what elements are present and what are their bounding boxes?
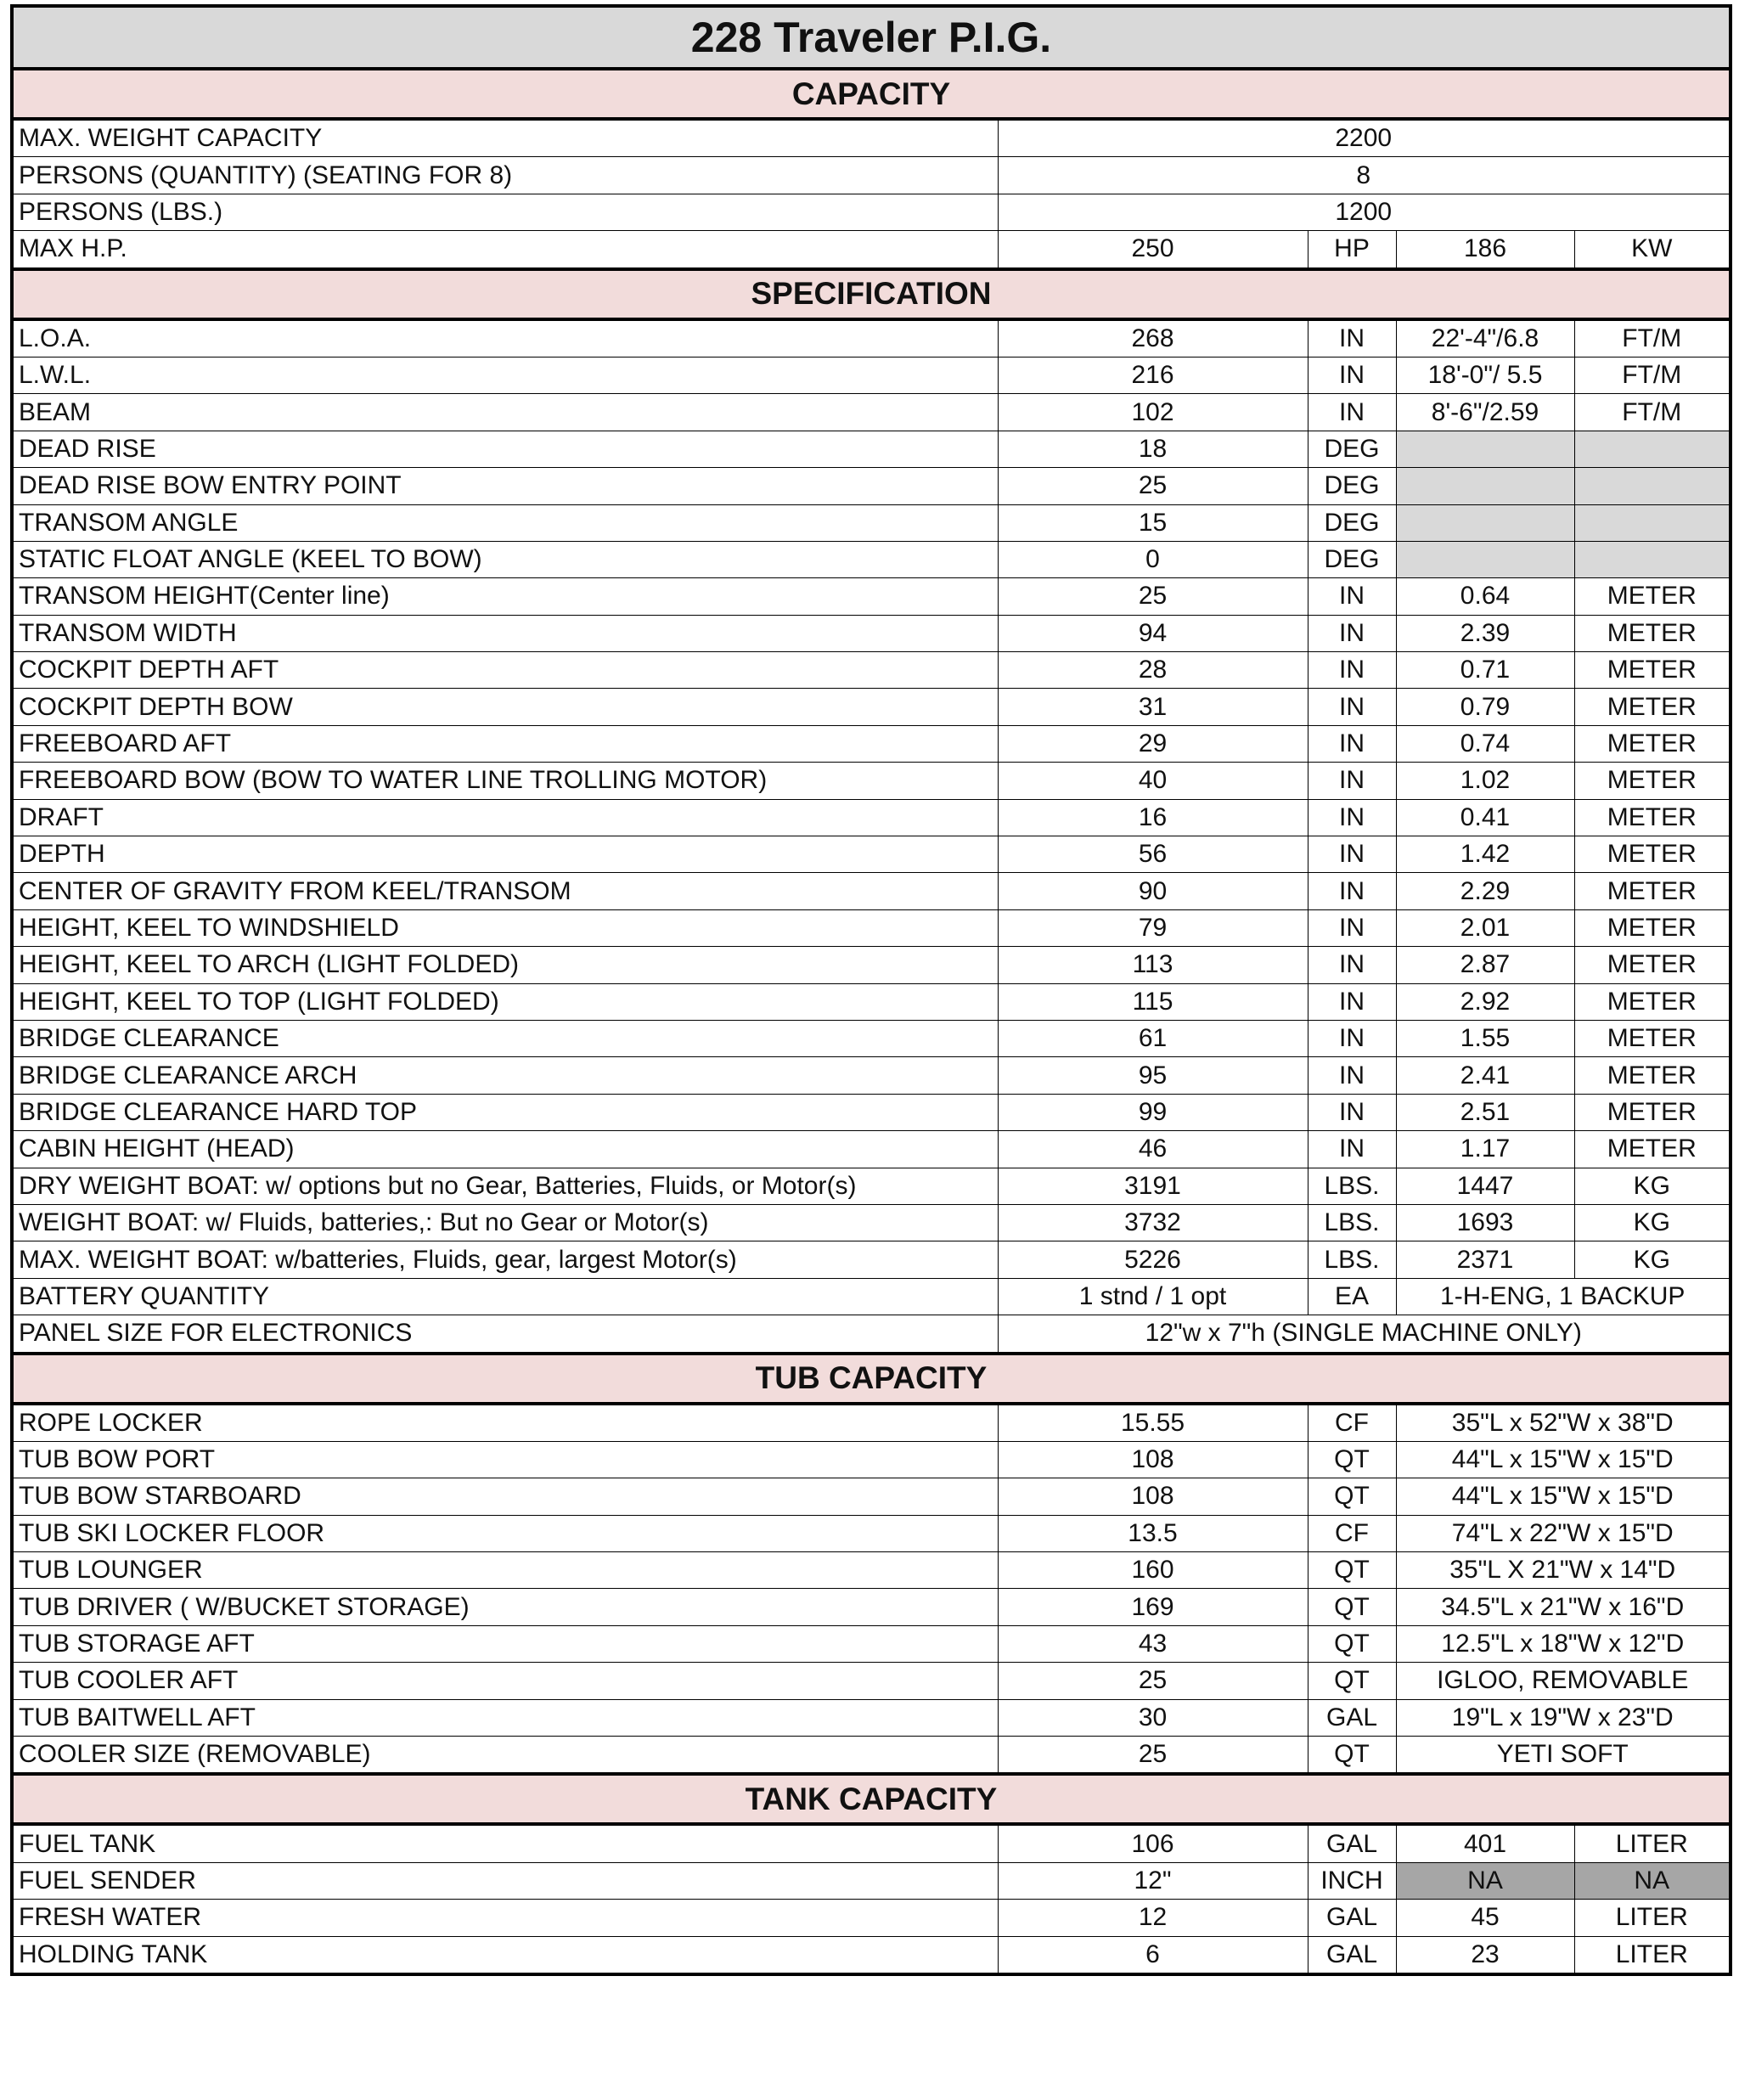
row-value: 40 bbox=[998, 763, 1308, 799]
row-label: FREEBOARD BOW (BOW TO WATER LINE TROLLING MOTOR) bbox=[12, 763, 998, 799]
row-metric-unit: METER bbox=[1574, 799, 1731, 836]
row-detail: 44"L x 15"W x 15"D bbox=[1396, 1478, 1731, 1515]
table-row bbox=[12, 1478, 1731, 1515]
row-label: TRANSOM HEIGHT(Center line) bbox=[12, 578, 998, 615]
row-unit: DEG bbox=[1308, 468, 1396, 504]
table-row bbox=[12, 1441, 1731, 1478]
row-unit: LBS. bbox=[1308, 1241, 1396, 1278]
row-label: HEIGHT, KEEL TO ARCH (LIGHT FOLDED) bbox=[12, 947, 998, 983]
row-value: 30 bbox=[998, 1699, 1308, 1736]
row-value: 94 bbox=[998, 615, 1308, 651]
row-metric-value: 1693 bbox=[1396, 1204, 1574, 1241]
table-row bbox=[12, 431, 1731, 467]
row-metric-unit: METER bbox=[1574, 763, 1731, 799]
row-label: TUB DRIVER ( W/BUCKET STORAGE) bbox=[12, 1589, 998, 1625]
row-label: TUB COOLER AFT bbox=[12, 1663, 998, 1699]
row-metric-unit bbox=[1574, 504, 1731, 541]
row-value: 25 bbox=[998, 578, 1308, 615]
row-label: FRESH WATER bbox=[12, 1900, 998, 1936]
row-unit: IN bbox=[1308, 1094, 1396, 1130]
table-row bbox=[12, 394, 1731, 431]
row-unit: QT bbox=[1308, 1737, 1396, 1775]
section-header-specification bbox=[12, 269, 1731, 319]
row-unit: QT bbox=[1308, 1663, 1396, 1699]
row-label: DEPTH bbox=[12, 836, 998, 873]
row-value: 56 bbox=[998, 836, 1308, 873]
row-unit: QT bbox=[1308, 1552, 1396, 1589]
row-label: FUEL TANK bbox=[12, 1824, 998, 1862]
row-unit: DEG bbox=[1308, 541, 1396, 577]
row-metric-unit: METER bbox=[1574, 1020, 1731, 1056]
section-heading: TUB CAPACITY bbox=[12, 1354, 1731, 1404]
table-row bbox=[12, 1824, 1731, 1862]
row-metric-unit: FT/M bbox=[1574, 394, 1731, 431]
row-metric-value: NA bbox=[1396, 1862, 1574, 1899]
row-value: 108 bbox=[998, 1441, 1308, 1478]
row-metric-unit: LITER bbox=[1574, 1824, 1731, 1862]
row-metric-unit: LITER bbox=[1574, 1900, 1731, 1936]
row-metric-unit: METER bbox=[1574, 1094, 1731, 1130]
row-unit: IN bbox=[1308, 799, 1396, 836]
row-label: MAX. WEIGHT CAPACITY bbox=[12, 119, 998, 157]
table-row bbox=[12, 1589, 1731, 1625]
table-row bbox=[12, 615, 1731, 651]
row-metric-value: 1.55 bbox=[1396, 1020, 1574, 1056]
table-row bbox=[12, 504, 1731, 541]
row-value: 46 bbox=[998, 1131, 1308, 1168]
row-unit: HP bbox=[1308, 231, 1396, 269]
table-row bbox=[12, 1862, 1731, 1899]
row-unit: IN bbox=[1308, 1057, 1396, 1094]
row-value: 12" bbox=[998, 1862, 1308, 1899]
row-unit: IN bbox=[1308, 615, 1396, 651]
row-value: 108 bbox=[998, 1478, 1308, 1515]
row-value: 169 bbox=[998, 1589, 1308, 1625]
row-metric-unit: KW bbox=[1574, 231, 1731, 269]
row-metric-value: 45 bbox=[1396, 1900, 1574, 1936]
row-label: CABIN HEIGHT (HEAD) bbox=[12, 1131, 998, 1168]
row-value: 3191 bbox=[998, 1168, 1308, 1204]
row-metric-value: 1.02 bbox=[1396, 763, 1574, 799]
table-row bbox=[12, 578, 1731, 615]
row-metric-value: 2371 bbox=[1396, 1241, 1574, 1278]
section-heading: CAPACITY bbox=[12, 69, 1731, 119]
title-row bbox=[12, 6, 1731, 69]
row-metric-unit: METER bbox=[1574, 578, 1731, 615]
row-label: MAX. WEIGHT BOAT: w/batteries, Fluids, gear, largest Motor(s) bbox=[12, 1241, 998, 1278]
row-value: 61 bbox=[998, 1020, 1308, 1056]
row-metric-unit bbox=[1574, 431, 1731, 467]
row-label: ROPE LOCKER bbox=[12, 1404, 998, 1442]
row-detail: YETI SOFT bbox=[1396, 1737, 1731, 1775]
table-row bbox=[12, 1020, 1731, 1056]
table-row bbox=[12, 1168, 1731, 1204]
row-unit: IN bbox=[1308, 578, 1396, 615]
table-row bbox=[12, 1241, 1731, 1278]
row-label: MAX H.P. bbox=[12, 231, 998, 269]
row-value: 15 bbox=[998, 504, 1308, 541]
row-value: 5226 bbox=[998, 1241, 1308, 1278]
row-value: 1200 bbox=[998, 194, 1731, 230]
table-row bbox=[12, 319, 1731, 358]
row-metric-value: 0.74 bbox=[1396, 725, 1574, 762]
row-label: BEAM bbox=[12, 394, 998, 431]
table-row bbox=[12, 799, 1731, 836]
section-header-tub-capacity bbox=[12, 1354, 1731, 1404]
table-row bbox=[12, 763, 1731, 799]
row-unit: IN bbox=[1308, 909, 1396, 946]
table-row bbox=[12, 689, 1731, 725]
row-metric-unit: KG bbox=[1574, 1241, 1731, 1278]
row-unit: CF bbox=[1308, 1515, 1396, 1551]
row-detail: 35"L X 21"W x 14"D bbox=[1396, 1552, 1731, 1589]
row-label: TRANSOM ANGLE bbox=[12, 504, 998, 541]
row-value: 102 bbox=[998, 394, 1308, 431]
row-unit: IN bbox=[1308, 357, 1396, 393]
row-unit: GAL bbox=[1308, 1936, 1396, 1974]
row-metric-value bbox=[1396, 541, 1574, 577]
row-label: COOLER SIZE (REMOVABLE) bbox=[12, 1737, 998, 1775]
row-label: DRY WEIGHT BOAT: w/ options but no Gear, Batteries, Fluids, or Motor(s) bbox=[12, 1168, 998, 1204]
table-row bbox=[12, 1315, 1731, 1354]
row-label: L.O.A. bbox=[12, 319, 998, 358]
row-value: 79 bbox=[998, 909, 1308, 946]
row-metric-value: 1.42 bbox=[1396, 836, 1574, 873]
row-value: 15.55 bbox=[998, 1404, 1308, 1442]
table-row bbox=[12, 1737, 1731, 1775]
row-label: PANEL SIZE FOR ELECTRONICS bbox=[12, 1315, 998, 1354]
row-unit: IN bbox=[1308, 652, 1396, 689]
row-label: COCKPIT DEPTH BOW bbox=[12, 689, 998, 725]
row-value: 268 bbox=[998, 319, 1308, 358]
row-label: STATIC FLOAT ANGLE (KEEL TO BOW) bbox=[12, 541, 998, 577]
row-metric-value: 22'-4"/6.8 bbox=[1396, 319, 1574, 358]
row-unit: DEG bbox=[1308, 431, 1396, 467]
table-row bbox=[12, 909, 1731, 946]
row-value: 25 bbox=[998, 468, 1308, 504]
row-label: TUB BOW STARBOARD bbox=[12, 1478, 998, 1515]
row-value: 31 bbox=[998, 689, 1308, 725]
spec-table bbox=[10, 4, 1732, 1976]
table-row bbox=[12, 1936, 1731, 1974]
section-heading: SPECIFICATION bbox=[12, 269, 1731, 319]
row-label: BRIDGE CLEARANCE HARD TOP bbox=[12, 1094, 998, 1130]
row-detail: 34.5"L x 21"W x 16"D bbox=[1396, 1589, 1731, 1625]
row-label: DEAD RISE BOW ENTRY POINT bbox=[12, 468, 998, 504]
row-value: 99 bbox=[998, 1094, 1308, 1130]
row-label: HEIGHT, KEEL TO TOP (LIGHT FOLDED) bbox=[12, 983, 998, 1020]
table-row bbox=[12, 1663, 1731, 1699]
row-metric-unit: METER bbox=[1574, 983, 1731, 1020]
row-label: L.W.L. bbox=[12, 357, 998, 393]
row-unit: CF bbox=[1308, 1404, 1396, 1442]
row-value: 113 bbox=[998, 947, 1308, 983]
row-metric-unit: NA bbox=[1574, 1862, 1731, 1899]
row-value: 250 bbox=[998, 231, 1308, 269]
row-unit: INCH bbox=[1308, 1862, 1396, 1899]
row-metric-value: 8'-6"/2.59 bbox=[1396, 394, 1574, 431]
row-metric-unit: METER bbox=[1574, 1131, 1731, 1168]
row-value: 43 bbox=[998, 1625, 1308, 1662]
row-unit: GAL bbox=[1308, 1699, 1396, 1736]
row-metric-value: 2.87 bbox=[1396, 947, 1574, 983]
row-unit: DEG bbox=[1308, 504, 1396, 541]
row-unit: LBS. bbox=[1308, 1204, 1396, 1241]
row-metric-value: 23 bbox=[1396, 1936, 1574, 1974]
row-metric-unit: METER bbox=[1574, 615, 1731, 651]
row-metric-unit: METER bbox=[1574, 652, 1731, 689]
row-metric-value: 0.79 bbox=[1396, 689, 1574, 725]
row-value: 12"w x 7"h (SINGLE MACHINE ONLY) bbox=[998, 1315, 1731, 1354]
row-unit: GAL bbox=[1308, 1900, 1396, 1936]
row-detail: 35"L x 52"W x 38"D bbox=[1396, 1404, 1731, 1442]
table-row bbox=[12, 468, 1731, 504]
row-unit: IN bbox=[1308, 873, 1396, 909]
row-value: 8 bbox=[998, 157, 1731, 194]
row-label: PERSONS (QUANTITY) (SEATING FOR 8) bbox=[12, 157, 998, 194]
table-row bbox=[12, 1057, 1731, 1094]
table-row bbox=[12, 652, 1731, 689]
row-value: 18 bbox=[998, 431, 1308, 467]
row-detail: 44"L x 15"W x 15"D bbox=[1396, 1441, 1731, 1478]
row-metric-unit: FT/M bbox=[1574, 357, 1731, 393]
row-label: TUB LOUNGER bbox=[12, 1552, 998, 1589]
table-row bbox=[12, 1699, 1731, 1736]
row-unit: QT bbox=[1308, 1589, 1396, 1625]
row-metric-value: 18'-0"/ 5.5 bbox=[1396, 357, 1574, 393]
row-value: 25 bbox=[998, 1663, 1308, 1699]
row-label: TUB STORAGE AFT bbox=[12, 1625, 998, 1662]
section-header-capacity bbox=[12, 69, 1731, 119]
row-value: 115 bbox=[998, 983, 1308, 1020]
row-metric-value: 2.29 bbox=[1396, 873, 1574, 909]
row-metric-value bbox=[1396, 431, 1574, 467]
table-row bbox=[12, 357, 1731, 393]
row-detail: IGLOO, REMOVABLE bbox=[1396, 1663, 1731, 1699]
row-label: PERSONS (LBS.) bbox=[12, 194, 998, 230]
row-metric-unit: KG bbox=[1574, 1168, 1731, 1204]
row-unit: EA bbox=[1308, 1278, 1396, 1315]
table-row bbox=[12, 1404, 1731, 1442]
row-detail: 74"L x 22"W x 15"D bbox=[1396, 1515, 1731, 1551]
row-value: 28 bbox=[998, 652, 1308, 689]
table-row bbox=[12, 836, 1731, 873]
row-metric-unit: FT/M bbox=[1574, 319, 1731, 358]
row-value: 106 bbox=[998, 1824, 1308, 1862]
table-row bbox=[12, 1515, 1731, 1551]
row-value: 29 bbox=[998, 725, 1308, 762]
row-unit: QT bbox=[1308, 1625, 1396, 1662]
row-metric-value: 0.41 bbox=[1396, 799, 1574, 836]
row-metric-value: 401 bbox=[1396, 1824, 1574, 1862]
row-unit: IN bbox=[1308, 763, 1396, 799]
row-metric-value: 2.39 bbox=[1396, 615, 1574, 651]
row-value: 1 stnd / 1 opt bbox=[998, 1278, 1308, 1315]
row-unit: QT bbox=[1308, 1478, 1396, 1515]
row-metric-unit bbox=[1574, 468, 1731, 504]
table-row bbox=[12, 231, 1731, 269]
row-label: BRIDGE CLEARANCE ARCH bbox=[12, 1057, 998, 1094]
table-row bbox=[12, 1900, 1731, 1936]
row-metric-value: 0.71 bbox=[1396, 652, 1574, 689]
table-row bbox=[12, 725, 1731, 762]
row-label: WEIGHT BOAT: w/ Fluids, batteries,: But no Gear or Motor(s) bbox=[12, 1204, 998, 1241]
table-row bbox=[12, 1278, 1731, 1315]
row-value: 25 bbox=[998, 1737, 1308, 1775]
row-label: CENTER OF GRAVITY FROM KEEL/TRANSOM bbox=[12, 873, 998, 909]
row-value: 12 bbox=[998, 1900, 1308, 1936]
row-unit: GAL bbox=[1308, 1824, 1396, 1862]
row-metric-unit: METER bbox=[1574, 1057, 1731, 1094]
table-row bbox=[12, 119, 1731, 157]
table-row bbox=[12, 1625, 1731, 1662]
spec-sheet bbox=[10, 4, 1729, 2095]
row-metric-value: 1.17 bbox=[1396, 1131, 1574, 1168]
table-row bbox=[12, 983, 1731, 1020]
table-row bbox=[12, 1094, 1731, 1130]
row-metric-value: 2.41 bbox=[1396, 1057, 1574, 1094]
row-metric-unit: METER bbox=[1574, 947, 1731, 983]
row-metric-value: 2.92 bbox=[1396, 983, 1574, 1020]
row-unit: IN bbox=[1308, 725, 1396, 762]
row-value: 216 bbox=[998, 357, 1308, 393]
row-metric-unit bbox=[1574, 541, 1731, 577]
row-metric-value bbox=[1396, 504, 1574, 541]
row-label: TUB BAITWELL AFT bbox=[12, 1699, 998, 1736]
row-value: 16 bbox=[998, 799, 1308, 836]
row-metric-value: 2.51 bbox=[1396, 1094, 1574, 1130]
table-row bbox=[12, 194, 1731, 230]
row-value: 0 bbox=[998, 541, 1308, 577]
table-row bbox=[12, 947, 1731, 983]
row-unit: IN bbox=[1308, 319, 1396, 358]
row-unit: IN bbox=[1308, 836, 1396, 873]
row-unit: IN bbox=[1308, 1131, 1396, 1168]
table-row bbox=[12, 873, 1731, 909]
row-unit: IN bbox=[1308, 394, 1396, 431]
row-value: 3732 bbox=[998, 1204, 1308, 1241]
row-label: BRIDGE CLEARANCE bbox=[12, 1020, 998, 1056]
row-detail: 19"L x 19"W x 23"D bbox=[1396, 1699, 1731, 1736]
row-value: 2200 bbox=[998, 119, 1731, 157]
row-label: HEIGHT, KEEL TO WINDSHIELD bbox=[12, 909, 998, 946]
row-value: 95 bbox=[998, 1057, 1308, 1094]
row-metric-unit: METER bbox=[1574, 873, 1731, 909]
row-unit: IN bbox=[1308, 983, 1396, 1020]
row-unit: IN bbox=[1308, 947, 1396, 983]
row-metric-value: 2.01 bbox=[1396, 909, 1574, 946]
row-label: BATTERY QUANTITY bbox=[12, 1278, 998, 1315]
row-label: TRANSOM WIDTH bbox=[12, 615, 998, 651]
row-label: FREEBOARD AFT bbox=[12, 725, 998, 762]
table-row bbox=[12, 1204, 1731, 1241]
section-heading: TANK CAPACITY bbox=[12, 1774, 1731, 1824]
row-metric-unit: METER bbox=[1574, 689, 1731, 725]
row-metric-unit: KG bbox=[1574, 1204, 1731, 1241]
row-metric-value: 0.64 bbox=[1396, 578, 1574, 615]
row-metric-unit: LITER bbox=[1574, 1936, 1731, 1974]
row-metric-value: 1447 bbox=[1396, 1168, 1574, 1204]
row-label: TUB BOW PORT bbox=[12, 1441, 998, 1478]
section-header-tank-capacity bbox=[12, 1774, 1731, 1824]
row-value: 6 bbox=[998, 1936, 1308, 1974]
table-row bbox=[12, 541, 1731, 577]
row-label: FUEL SENDER bbox=[12, 1862, 998, 1899]
row-detail: 12.5"L x 18"W x 12"D bbox=[1396, 1625, 1731, 1662]
row-metric-unit: METER bbox=[1574, 909, 1731, 946]
row-unit: IN bbox=[1308, 1020, 1396, 1056]
row-value: 160 bbox=[998, 1552, 1308, 1589]
row-value: 90 bbox=[998, 873, 1308, 909]
row-detail: 1-H-ENG, 1 BACKUP bbox=[1396, 1278, 1731, 1315]
row-metric-value: 186 bbox=[1396, 231, 1574, 269]
row-metric-value bbox=[1396, 468, 1574, 504]
row-label: DEAD RISE bbox=[12, 431, 998, 467]
row-unit: QT bbox=[1308, 1441, 1396, 1478]
table-row bbox=[12, 157, 1731, 194]
row-label: DRAFT bbox=[12, 799, 998, 836]
page-title: 228 Traveler P.I.G. bbox=[12, 6, 1731, 69]
row-value: 13.5 bbox=[998, 1515, 1308, 1551]
row-metric-unit: METER bbox=[1574, 836, 1731, 873]
row-metric-unit: METER bbox=[1574, 725, 1731, 762]
table-row bbox=[12, 1131, 1731, 1168]
row-label: TUB SKI LOCKER FLOOR bbox=[12, 1515, 998, 1551]
row-unit: LBS. bbox=[1308, 1168, 1396, 1204]
row-label: HOLDING TANK bbox=[12, 1936, 998, 1974]
row-label: COCKPIT DEPTH AFT bbox=[12, 652, 998, 689]
row-unit: IN bbox=[1308, 689, 1396, 725]
table-row bbox=[12, 1552, 1731, 1589]
